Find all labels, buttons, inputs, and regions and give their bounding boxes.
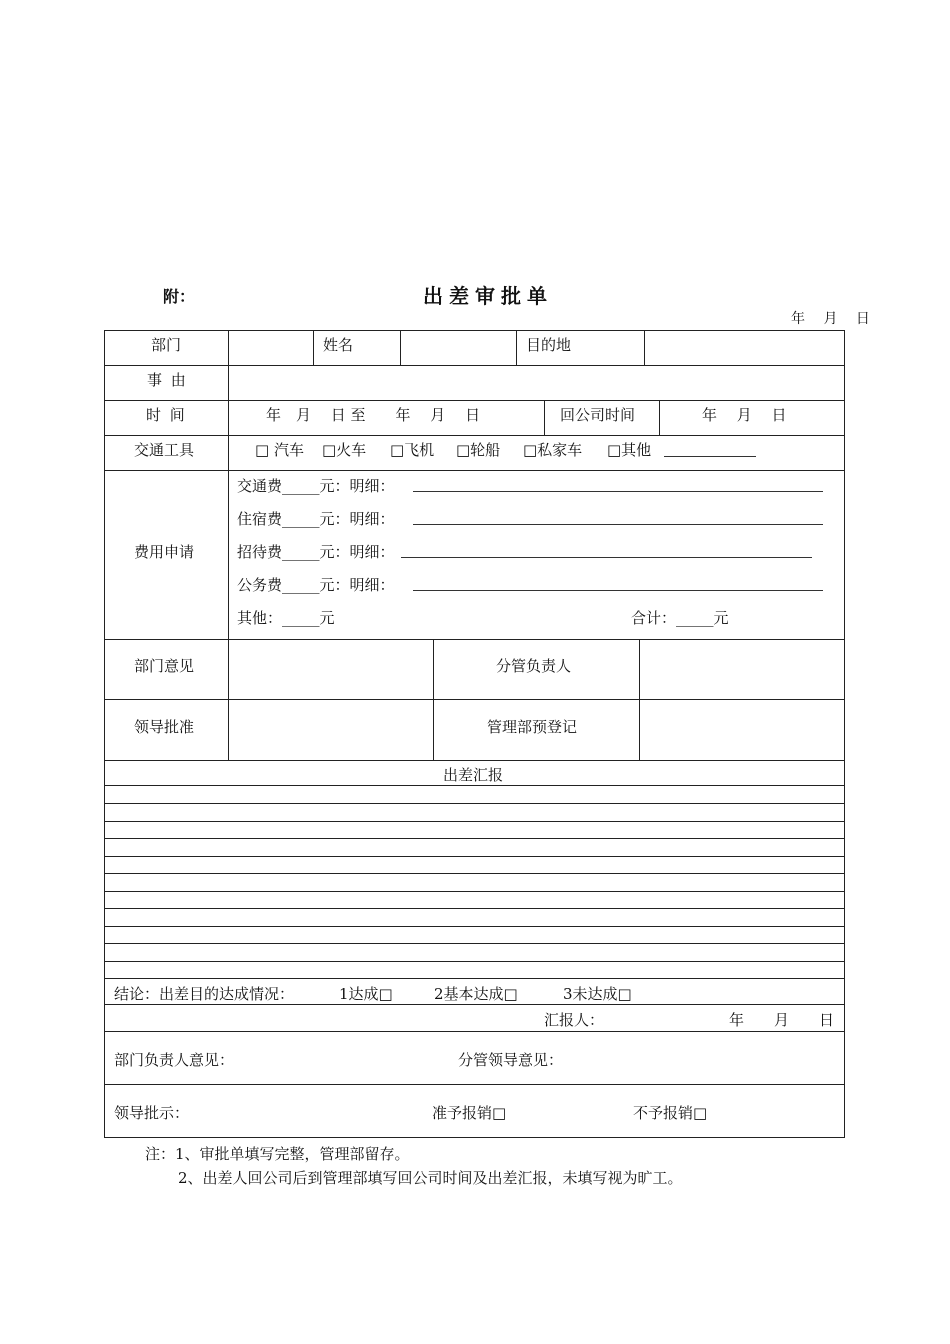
admin-register-label: 管理部预登记 — [487, 718, 578, 736]
option-not-achieved[interactable]: 3未达成□ — [563, 985, 632, 1003]
time-label: 时 间 — [146, 406, 187, 424]
row-divider — [104, 699, 845, 700]
report-line — [104, 891, 845, 892]
expense-lodging[interactable]: 住宿费_____元：明细： — [237, 510, 395, 528]
other-transport-blank[interactable] — [664, 456, 756, 457]
report-line — [104, 821, 845, 822]
report-line — [104, 926, 845, 927]
expense-label: 费用申请 — [134, 543, 195, 561]
expense-transport[interactable]: 交通费_____元：明细： — [237, 477, 395, 495]
transport-option-other[interactable]: □其他 — [607, 441, 652, 459]
travel-time-range[interactable]: 年 月 日 至 年 月 日 — [266, 406, 481, 424]
column-divider — [313, 330, 314, 365]
return-date-field[interactable]: 年 月 日 — [702, 406, 787, 424]
note-2: 2、出差人回公司后到管理部填写回公司时间及出差汇报，未填写视为旷工。 — [178, 1169, 683, 1187]
row-divider — [104, 760, 845, 761]
name-field[interactable] — [404, 333, 512, 361]
column-divider — [544, 400, 545, 435]
attachment-label: 附： — [163, 287, 196, 306]
supervisor-label: 分管负责人 — [496, 657, 572, 675]
reason-field[interactable] — [232, 368, 840, 396]
dept-label: 部门 — [151, 336, 182, 354]
supervisor-opinion-label: 分管领导意见： — [458, 1051, 564, 1069]
column-divider — [400, 330, 401, 365]
transport-label: 交通工具 — [134, 441, 195, 459]
reimburse-approve-option[interactable]: 准予报销□ — [432, 1104, 507, 1122]
destination-field[interactable] — [648, 333, 840, 361]
return-time-label: 回公司时间 — [560, 406, 636, 424]
dept-opinion-label: 部门意见 — [134, 657, 195, 675]
dept-head-opinion-label: 部门负责人意见： — [114, 1051, 235, 1069]
expense-entertainment[interactable]: 招待费_____元：明细： — [237, 543, 395, 561]
column-divider — [659, 400, 660, 435]
note-1: 注：1、审批单填写完整，管理部留存。 — [145, 1145, 410, 1163]
transport-option-ship[interactable]: □轮船 — [456, 441, 501, 459]
expense-other[interactable]: 其他：_____元 — [237, 609, 335, 627]
column-divider — [516, 330, 517, 365]
destination-label: 目的地 — [526, 336, 572, 354]
transport-option-private-car[interactable]: □私家车 — [523, 441, 583, 459]
expense-detail-line[interactable] — [413, 590, 823, 591]
page-title: 出差审批单 — [423, 284, 553, 308]
column-divider — [644, 330, 645, 365]
option-achieved[interactable]: 1达成□ — [339, 985, 393, 1003]
column-divider — [639, 639, 640, 760]
reason-label: 事 由 — [147, 371, 188, 389]
report-line — [104, 978, 845, 979]
reimburse-deny-option[interactable]: 不予报销□ — [633, 1104, 708, 1122]
expense-total[interactable]: 合计：_____元 — [631, 609, 729, 627]
transport-option-plane[interactable]: □飞机 — [390, 441, 435, 459]
row-divider — [104, 1004, 845, 1005]
report-line — [104, 856, 845, 857]
report-line — [104, 803, 845, 804]
report-line — [104, 838, 845, 839]
name-label: 姓名 — [323, 336, 354, 354]
transport-option-bus[interactable]: □ 汽车 — [255, 441, 304, 459]
expense-official[interactable]: 公务费_____元：明细： — [237, 576, 395, 594]
row-divider — [104, 1084, 845, 1085]
reporter-label: 汇报人： — [544, 1011, 605, 1029]
row-divider — [104, 1031, 845, 1032]
row-divider — [104, 470, 845, 471]
leader-approval-label: 领导批准 — [134, 718, 195, 736]
conclusion-label: 结论：出差目的达成情况： — [114, 985, 295, 1003]
leader-instruction-label: 领导批示： — [114, 1104, 190, 1122]
expense-detail-line[interactable] — [413, 491, 823, 492]
report-line — [104, 873, 845, 874]
row-divider — [104, 639, 845, 640]
report-line — [104, 961, 845, 962]
column-divider — [228, 330, 229, 760]
row-divider — [104, 365, 845, 366]
dept-field[interactable] — [232, 333, 310, 361]
transport-option-train[interactable]: □火车 — [322, 441, 367, 459]
row-divider — [104, 435, 845, 436]
option-basic-achieved[interactable]: 2基本达成□ — [434, 985, 518, 1003]
report-line — [104, 943, 845, 944]
header-date: 年 月 日 — [791, 311, 870, 327]
column-divider — [433, 639, 434, 760]
report-date[interactable]: 年 月 日 — [729, 1011, 835, 1029]
row-divider — [104, 400, 845, 401]
report-line — [104, 785, 845, 786]
report-title: 出差汇报 — [443, 766, 504, 784]
expense-detail-line[interactable] — [401, 557, 812, 558]
report-line — [104, 908, 845, 909]
expense-detail-line[interactable] — [413, 524, 823, 525]
